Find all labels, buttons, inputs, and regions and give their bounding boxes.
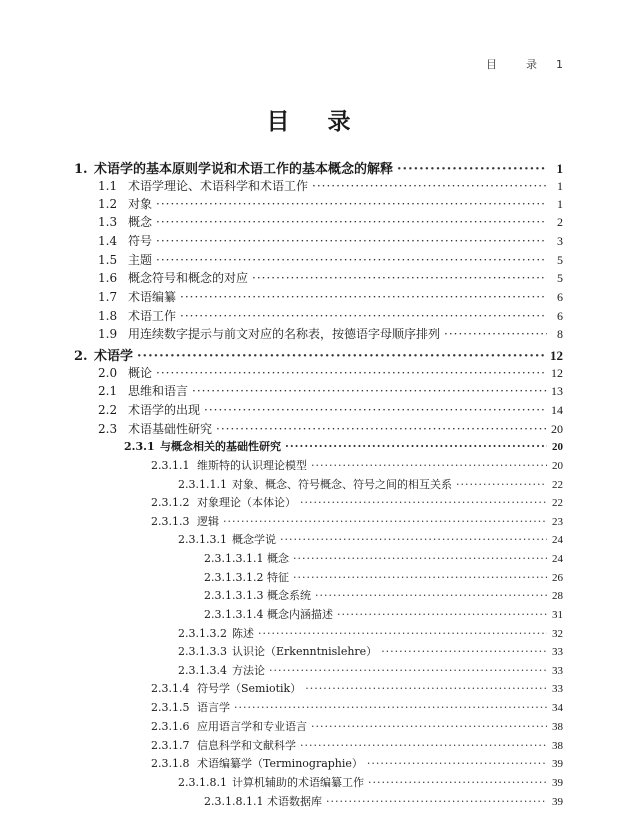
toc-entry[interactable] [151,699,563,715]
dot-leader [311,720,547,733]
toc-entry[interactable] [178,662,563,678]
toc-entry-number: 2.3.1.7 [151,739,190,752]
toc-entry-label: 术语编纂 [128,290,177,304]
dot-leader [337,608,547,621]
toc-entry-number: 1.3 [98,215,118,229]
toc-entry-page: 22 [552,479,563,491]
toc-entry-page: 33 [552,665,563,677]
dot-leader [326,795,547,808]
toc-entry[interactable] [204,550,563,566]
toc-entry-page: 2 [557,215,563,229]
toc-entry[interactable] [178,625,563,641]
dot-leader [367,757,547,770]
toc-entry-page: 13 [551,384,563,398]
toc-entry-label: 语言学 [197,701,230,714]
dot-leader [156,253,547,267]
toc-entry[interactable] [204,569,563,585]
dot-leader [397,162,547,177]
toc-entry-page: 5 [557,253,563,267]
dot-leader [305,682,547,695]
dot-leader [180,290,547,304]
running-head-part1: 目 [486,58,497,71]
dot-leader [285,440,547,453]
toc-entry[interactable] [178,531,563,547]
toc-entry-number: 2.1 [98,384,118,398]
toc-entry-page: 22 [552,497,563,509]
toc-entry-number: 2.3.1.3.3 [178,645,227,658]
dot-leader [156,197,547,211]
toc-entry[interactable] [204,793,563,809]
toc-entry-page: 1 [556,161,563,176]
toc-entry-number: 1.7 [98,290,118,304]
toc-entry-label: 主题 [128,253,153,267]
toc-entry-number: 2.3.1.8.1.1 [204,795,264,808]
toc-entry-number: 2.3.1.8.1 [178,776,227,789]
toc-entry-number: 2.3.1.5 [151,701,190,714]
toc-entry-page: 1 [557,179,563,193]
toc-entry[interactable] [98,251,563,268]
toc-entry-label: 思维和语言 [128,384,189,398]
dot-leader [444,327,547,341]
dot-leader [315,589,547,602]
toc-entry[interactable] [151,755,563,771]
dot-leader [300,496,547,509]
toc-entry-number: 1.1 [98,179,118,193]
toc-entry-number: 2.3 [98,422,118,436]
toc-entry-page: 1 [557,197,563,211]
running-head-part2: 录 [526,58,537,71]
dot-leader [381,645,547,658]
dot-leader [300,739,547,752]
toc-entry[interactable] [98,213,563,230]
toc-entry-label: 概念 [267,552,289,565]
toc-entry-page: 39 [552,777,563,789]
toc-entry-label: 概念 [128,215,153,229]
dot-leader [192,384,547,398]
toc-entry-number: 2.3.1.6 [151,720,190,733]
toc-entry-label: 术语基础性研究 [128,422,213,436]
toc-entry-number: 2.3.1.1.1 [178,478,227,491]
toc-entry-page: 28 [552,590,563,602]
toc-entry-number: 2.3.1.2 [151,496,190,509]
toc-entry[interactable] [98,269,563,286]
toc-entry-label: 用连续数字提示与前文对应的名称表，按德语字母顺序排列 [128,327,441,341]
toc-entry-number: 2.3.1.3.1.4 [204,608,264,621]
toc-entry-number: 2.3.1.3 [151,515,190,528]
toc-entry-page: 12 [551,366,563,380]
toc-entry[interactable] [98,177,563,194]
toc-entry-page: 20 [552,441,563,453]
toc-entry[interactable] [98,232,563,249]
toc-entry[interactable] [98,420,563,437]
toc-entry-page: 39 [552,796,563,808]
toc-entry-page: 23 [552,516,563,528]
dot-leader [223,515,547,528]
toc-entry-number: 2.3.1.3.1.1 [204,552,264,565]
toc-entry-page: 31 [552,609,563,621]
dot-leader [368,776,547,789]
toc-entry-label: 术语学理论、术语科学和术语工作 [128,179,309,193]
toc-entry-number: 2.3.1.3.1.2 [204,571,264,584]
toc-entry-page: 26 [552,572,563,584]
dot-leader [280,533,547,546]
toc-entry-number: 2.0 [98,366,118,380]
toc-entry[interactable] [151,737,563,753]
toc-entry-label: 维斯特的认识理论模型 [197,459,307,472]
toc-entry-number: 1.9 [98,327,118,341]
dot-leader [156,234,547,248]
dot-leader [216,422,547,436]
toc-entry[interactable] [98,382,563,399]
toc-entry[interactable] [98,288,563,305]
toc-entry-label: 认识论（Erkenntnislehre） [232,645,378,658]
dot-leader [293,552,547,565]
toc-entry-page: 3 [557,234,563,248]
running-head-page: 1 [556,58,563,71]
dot-leader [269,664,547,677]
toc-entry-label: 概念系统 [267,589,311,602]
page-title: 目录 [266,108,389,135]
toc-entry-number: 2.3.1 [124,440,155,453]
toc-entry-page: 32 [552,628,563,640]
running-head [486,56,563,72]
toc-entry-page: 20 [551,422,563,436]
toc-entry-label: 与概念相关的基础性研究 [160,440,281,453]
toc-entry[interactable] [178,476,563,492]
toc-entry[interactable] [98,364,563,381]
toc-entry[interactable] [151,457,563,473]
dot-leader [156,215,547,229]
toc-entry-page: 34 [552,702,563,714]
toc-entry-page: 5 [557,271,563,285]
dot-leader [156,366,547,380]
toc-entry[interactable] [98,195,563,212]
toc-entry-label: 逻辑 [197,515,219,528]
toc-entry-page: 24 [552,534,563,546]
toc-entry-number: 2.3.1.3.2 [178,627,227,640]
toc-entry[interactable] [151,680,563,696]
toc-entry-label: 符号学（Semiotik） [197,682,302,695]
toc-entry[interactable] [178,774,563,790]
dot-leader [311,459,547,472]
toc-entry-label: 应用语言学和专业语言 [197,720,307,733]
toc-entry-number: 2.3.1.3.1.3 [204,589,264,602]
toc-entry-number: 1.6 [98,271,118,285]
toc-entry-page: 12 [550,348,563,363]
toc-entry-number: 2.3.1.8 [151,757,190,770]
toc-entry-label: 概念内涵描述 [267,608,333,621]
toc-entry[interactable] [124,438,563,454]
toc-entry-number: 2.3.1.4 [151,682,190,695]
toc-entry-number: 1.8 [98,309,118,323]
toc-entry-label: 术语学 [94,349,134,364]
dot-leader [312,179,547,193]
toc-entry[interactable] [98,307,563,324]
toc-entry[interactable] [204,587,563,603]
dot-leader [204,403,547,417]
toc-entry-page: 6 [557,309,563,323]
toc-entry[interactable] [74,158,563,177]
toc-entry-page: 8 [557,327,563,341]
toc-entry-number: 2.3.1.3.4 [178,664,227,677]
dot-leader [137,349,546,364]
toc-entry-page: 33 [552,646,563,658]
toc-entry-page: 38 [552,740,563,752]
toc-entry-label: 陈述 [232,627,254,640]
toc-entry-page: 38 [552,721,563,733]
toc-entry-label: 概论 [128,366,153,380]
toc-entry-label: 术语数据库 [267,795,322,808]
toc-entry-page: 14 [551,403,563,417]
toc-entry-label: 术语编纂学（Terminographie） [197,757,363,770]
toc-entry-label: 概念学说 [232,533,276,546]
toc-entry-label: 对象理论（本体论） [197,496,296,509]
dot-leader [234,701,547,714]
toc-entry-label: 方法论 [232,664,265,677]
toc-entry[interactable] [98,401,563,418]
toc-entry[interactable] [74,345,563,364]
toc-entry[interactable] [178,643,563,659]
dot-leader [258,627,547,640]
toc-entry-number: 2. [74,349,88,364]
toc-entry-page: 20 [552,460,563,472]
dot-leader [180,309,547,323]
toc-entry-page: 39 [552,758,563,770]
toc-entry-number: 2.2 [98,403,118,417]
toc-entry-label: 特征 [267,571,289,584]
toc-entry-number: 1.5 [98,253,118,267]
toc-entry-number: 2.3.1.3.1 [178,533,227,546]
toc-entry[interactable] [98,325,563,342]
toc-entry-label: 对象 [128,197,153,211]
toc-entry[interactable] [151,494,563,510]
toc-entry-label: 术语工作 [128,309,177,323]
toc-entry-page: 6 [557,290,563,304]
toc-entry-label: 信息科学和文献科学 [197,739,296,752]
dot-leader [293,571,547,584]
toc-entry-label: 术语学的基本原则学说和术语工作的基本概念的解释 [94,162,394,177]
dot-leader [252,271,547,285]
toc-entry-number: 1. [74,162,88,177]
toc-entry-label: 术语学的出现 [128,403,201,417]
toc-entry[interactable] [204,606,563,622]
toc-entry-page: 24 [552,553,563,565]
toc-entry[interactable] [151,513,563,529]
toc-entry-label: 计算机辅助的术语编纂工作 [232,776,364,789]
dot-leader [456,478,547,491]
toc-entry-label: 对象、概念、符号概念、符号之间的相互关系 [232,478,452,491]
toc-entry[interactable] [151,718,563,734]
toc-entry-number: 1.2 [98,197,118,211]
toc-entry-label: 符号 [128,234,153,248]
toc-entry-number: 1.4 [98,234,118,248]
toc-entry-label: 概念符号和概念的对应 [128,271,249,285]
toc-entry-number: 2.3.1.1 [151,459,190,472]
toc-entry-page: 33 [552,683,563,695]
